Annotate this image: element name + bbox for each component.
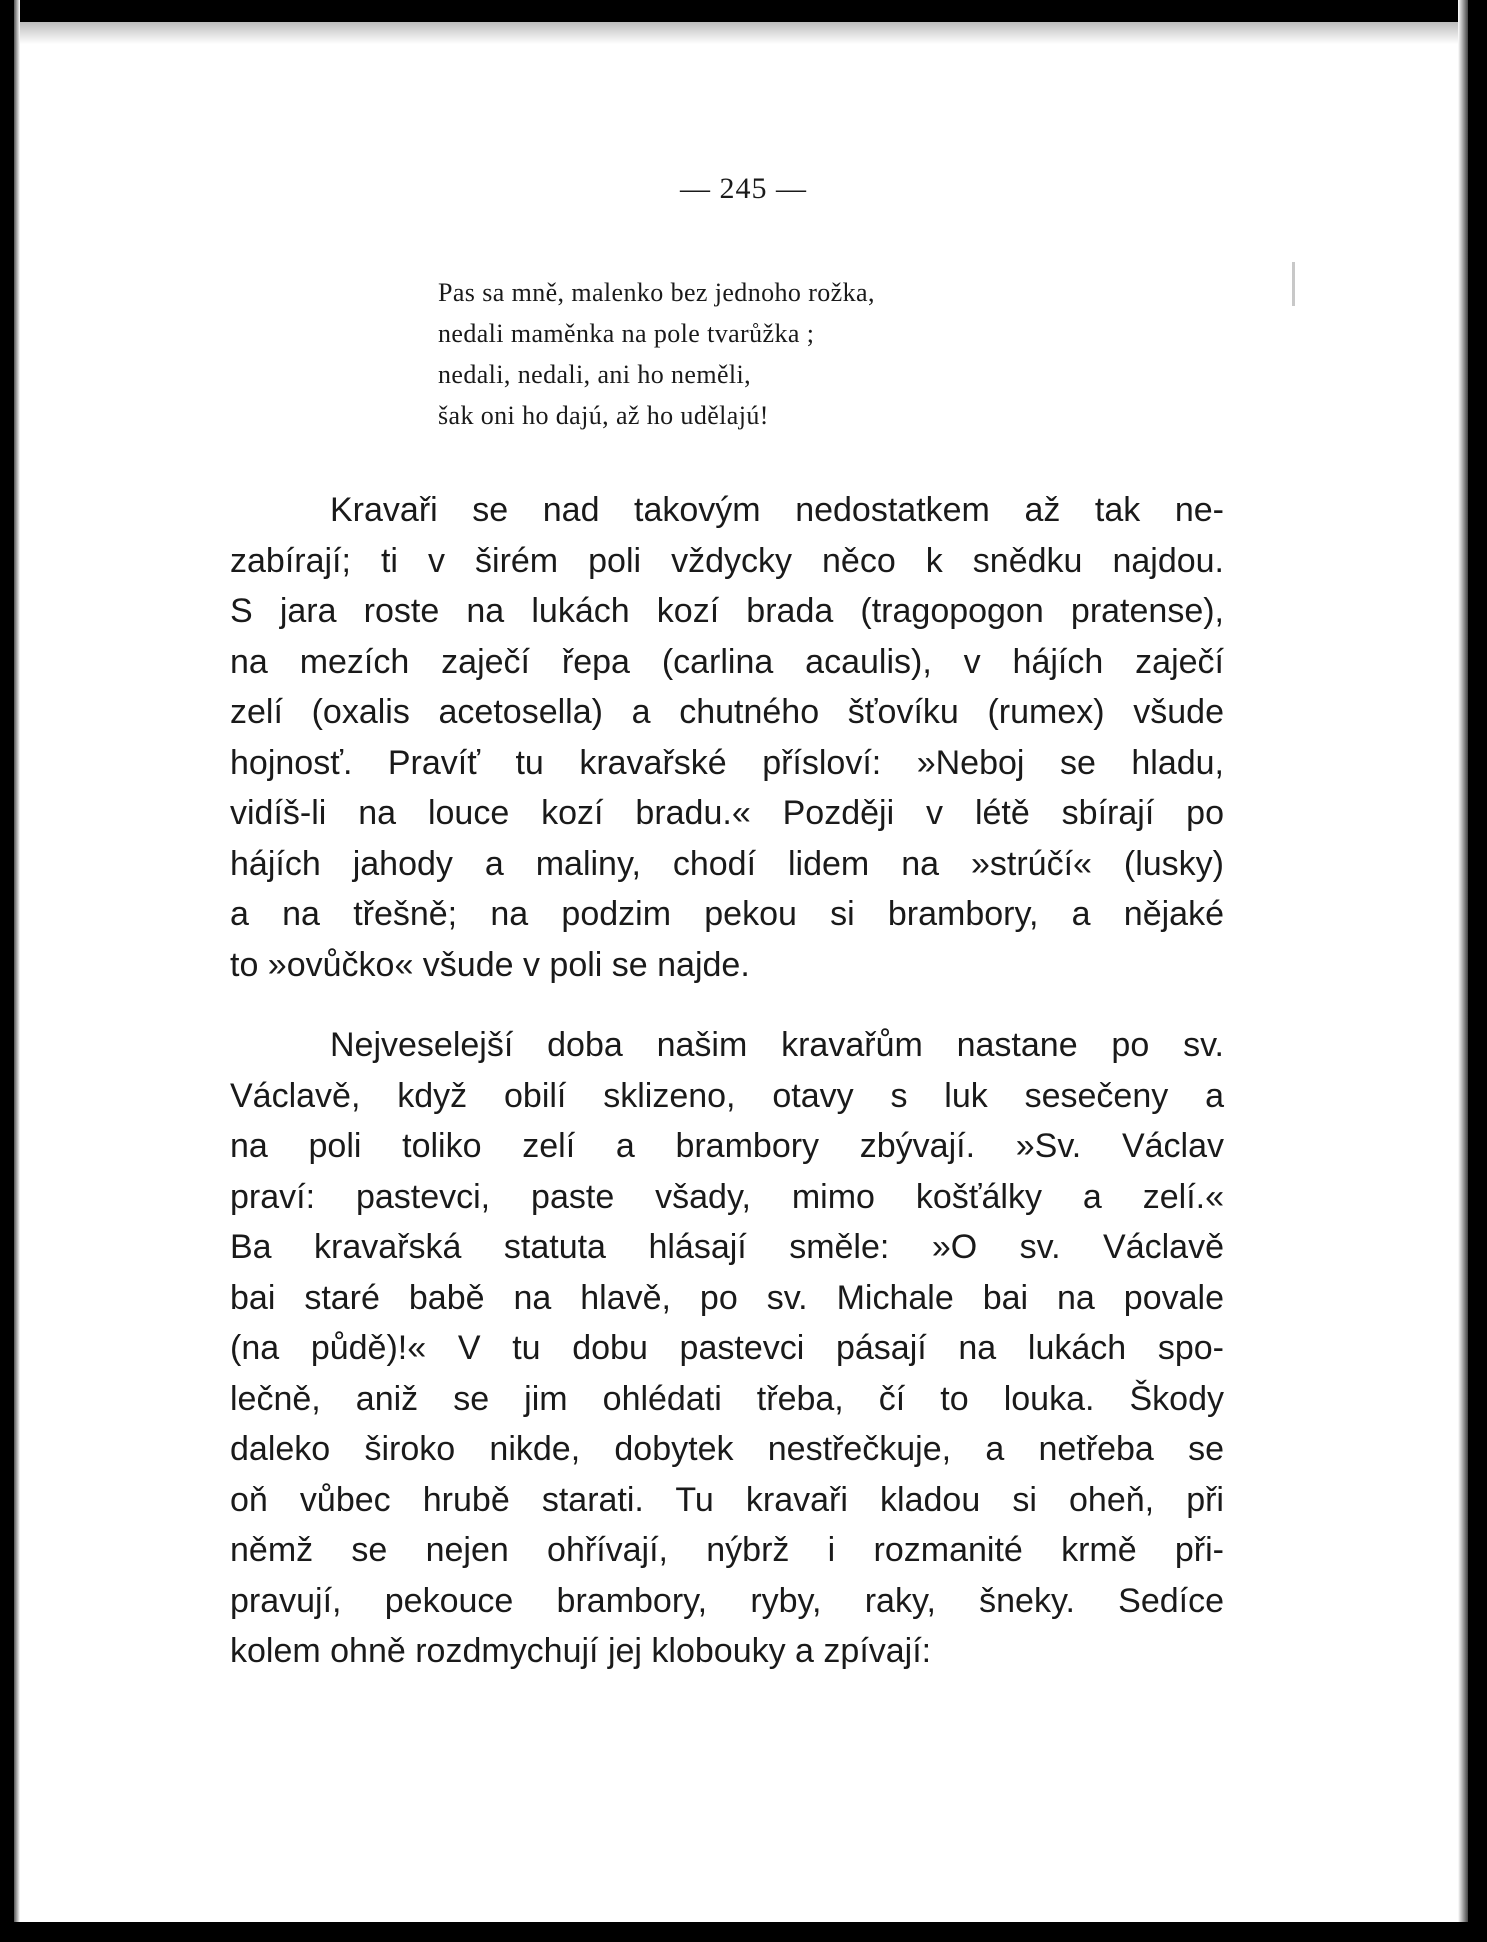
scan-border-bottom [0,1922,1487,1942]
paragraph-line: zelí (oxalis acetosella) a chutného šťovíku (rumex) všude [230,693,1224,731]
scan-border-top [0,0,1487,22]
poem-line: nedali, nedali, ani ho neměli, [438,360,752,389]
paragraph-line: lečně, aniž se jim ohlédati třeba, čí to louka. Škody [230,1379,1224,1418]
paragraph-line: němž se nejen ohřívají, nýbrž i rozmanité krmě při- [230,1531,1224,1569]
paragraph-line: na mezích zaječí řepa (carlina acaulis), v hájích zaječí [230,642,1224,681]
paragraph-line: pravují, pekouce brambory, ryby, raky, šneky. Sedíce [230,1581,1224,1620]
paragraph-line: na poli toliko zelí a brambory zbývají. »Sv. Václav [230,1127,1224,1165]
paragraph-line: Nejveselejší doba našim kravařům nastane po sv. [330,1026,1224,1064]
poem-line: Pas sa mně, malenko bez jednoho rožka, [438,278,875,307]
paragraph-line: bai staré babě na hlavě, po sv. Michale bai na povale [230,1278,1224,1317]
paragraph-line: daleko široko nikde, dobytek nestřečkuje, a netřeba se [230,1430,1224,1468]
paragraph-1 [230,485,1224,990]
paragraph-line: praví: pastevci, paste všady, mimo košťálky a zelí.« [230,1177,1224,1216]
paragraph-2 [230,1020,1224,1677]
paragraph-line: a na třešně; na podzim pekou si brambory, a nějaké [230,895,1224,933]
paragraph-line: Kravaři se nad takovým nedostatkem až tak ne- [330,491,1224,529]
paragraph-line: zabírají; ti v širém poli vždycky něco k snědku najdou. [230,541,1224,580]
scan-border-left [0,0,14,1942]
paragraph-line: oň vůbec hrubě starati. Tu kravaři kladou si oheň, při [230,1480,1224,1519]
poem-line: šak oni ho dajú, až ho udělajú! [438,401,769,430]
paragraph-line: kolem ohně rozdmychují jej klobouky a zpívají: [230,1632,932,1670]
paragraph-line: S jara roste na lukách kozí brada (tragopogon pratense), [230,592,1224,630]
scan-shadow-right [1458,0,1468,1942]
scan-shadow-top [0,22,1487,44]
paragraph-line: (na půdě)!« V tu dobu pastevci pásají na lukách spo- [230,1329,1224,1367]
paragraph-line: hájích jahody a maliny, chodí lidem na »strúčí« (lusky) [230,844,1224,883]
paragraph-line: Václavě, když obilí sklizeno, otavy s luk sesečeny a [230,1076,1224,1115]
scan-border-right [1468,0,1487,1942]
paragraph-line: hojnosť. Pravíť tu kravařské přísloví: »Neboj se hladu, [230,743,1224,782]
paragraph-line: to »ovůčko« všude v poli se najde. [230,945,750,984]
poem-line: nedali maměnka na pole tvarůžka ; [438,319,815,348]
scan-shadow-left [14,0,20,1942]
scan-stray-mark [1292,262,1295,306]
page-number: — 245 — [680,172,807,205]
paragraph-line: Ba kravařská statuta hlásají směle: »O sv. Václavě [230,1228,1224,1266]
paragraph-line: vidíš-li na louce kozí bradu.« Později v létě sbírají po [230,794,1224,832]
poem-stanza [438,272,875,436]
